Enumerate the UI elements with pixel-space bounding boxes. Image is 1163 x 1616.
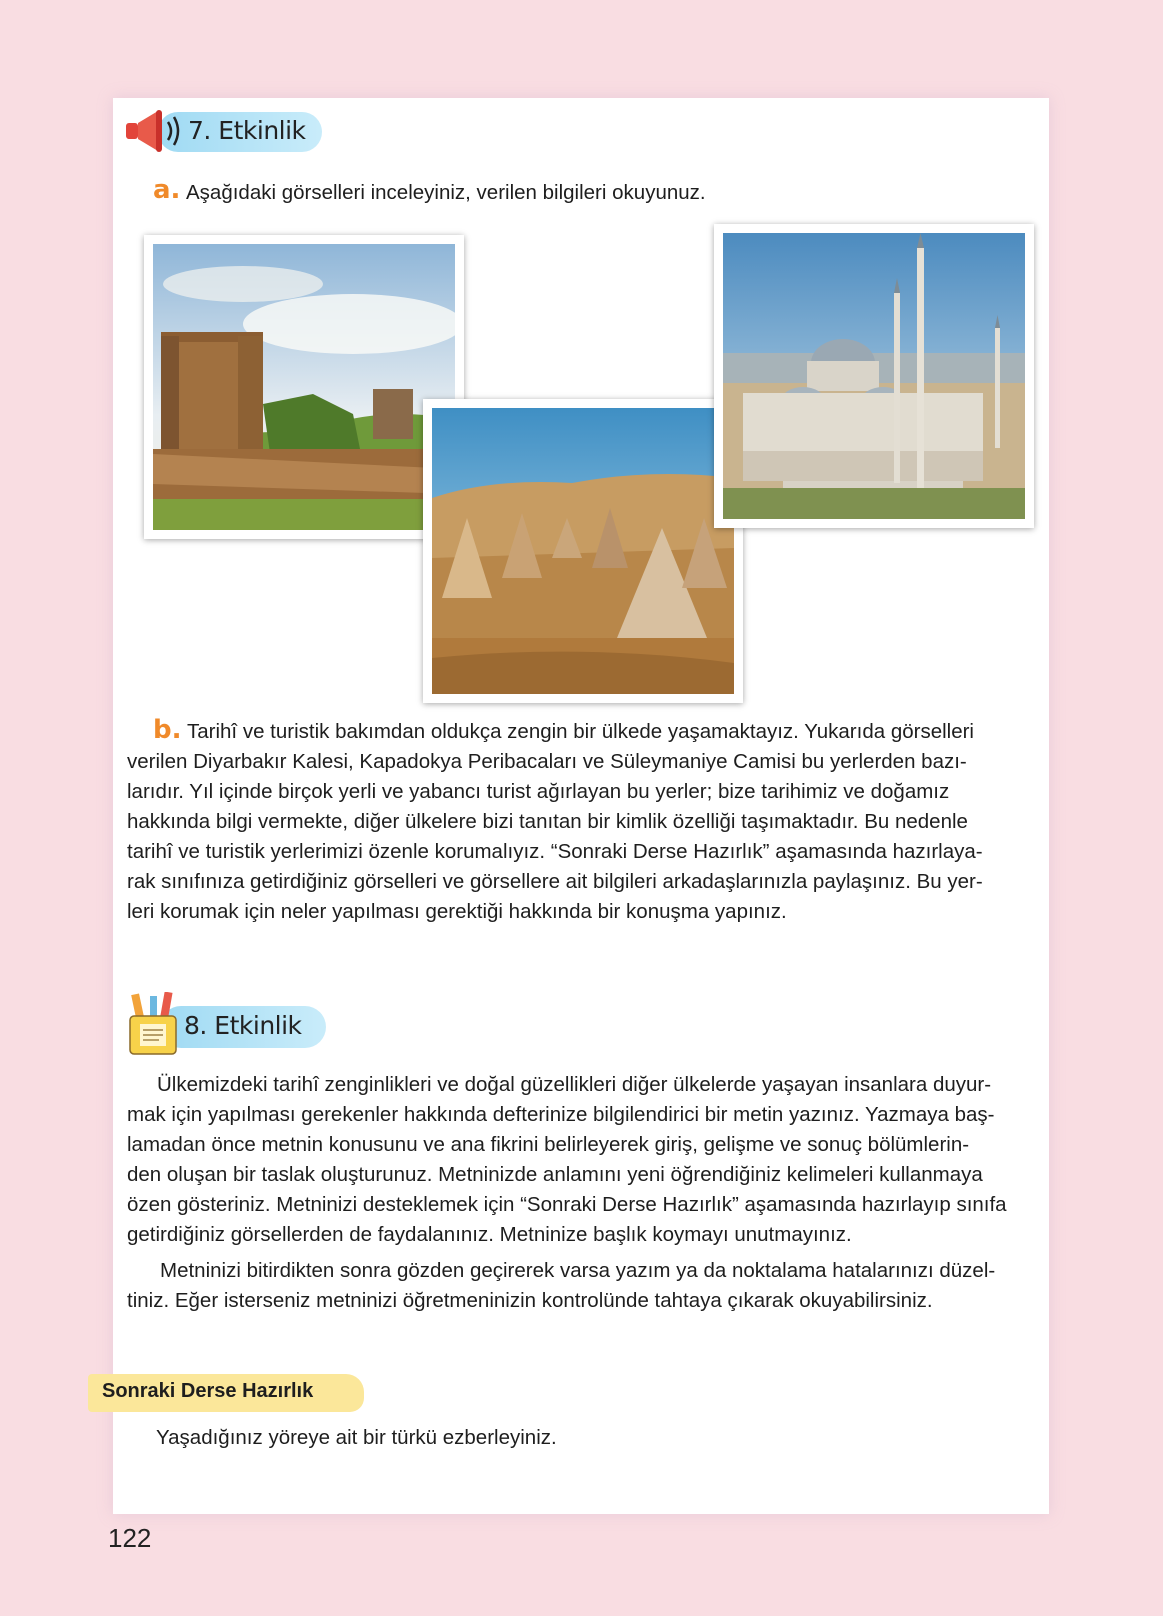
part-b-text — [127, 717, 1021, 927]
diyarbakir-fortress-photo — [144, 235, 464, 539]
text-line: verilen Diyarbakır Kalesi, Kapadokya Peribacaları ve Süleymaniye Camisi bu yerlerden bazı- — [127, 750, 967, 773]
text-line: lamadan önce metnin konusunu ve ana fikrini belirleyerek giriş, gelişme ve sonuç bölümlerin- — [127, 1133, 970, 1156]
text-line: getirdiğiniz görsellerden de faydalanınız. Metninize başlık koymayı unutmayınız. — [127, 1223, 852, 1246]
text-line: Ülkemizdeki tarihî zenginlikleri ve doğal güzellikleri diğer ülkelerde yaşayan insanlara duyur- — [157, 1073, 992, 1096]
activity-7-badge — [122, 106, 322, 162]
megaphone-icon — [122, 106, 184, 156]
activity-8-paragraph-1 — [127, 1070, 1021, 1250]
part-a-text: Aşağıdaki görselleri inceleyiniz, verilen bilgileri okuyunuz. — [186, 181, 706, 204]
text-line: hakkında bilgi vermekte, diğer ülkelere bizi tanıtan bir kimlik özelliği taşımaktadır. Bu nedenle — [127, 810, 968, 833]
next-lesson-text: Yaşadığınız yöreye ait bir türkü ezberleyiniz. — [156, 1426, 557, 1449]
text-line: tiniz. Eğer isterseniz metninizi öğretmeninizin kontrolünde tahtaya çıkarak okuyabilirsiniz. — [127, 1289, 933, 1312]
activity-8-paragraph-2 — [127, 1256, 1021, 1316]
activity-8-title: 8. Etkinlik — [184, 1011, 302, 1040]
pencil-cup-icon — [126, 992, 182, 1058]
text-line: leri korumak için neler yapılması gerektiği hakkında bir konuşma yapınız. — [127, 900, 787, 923]
page-number: 122 — [108, 1523, 152, 1553]
part-a-label: a. — [153, 175, 181, 205]
text-line: larıdır. Yıl içinde birçok yerli ve yabancı turist ağırlayan bu yerler; bize tarihimiz ve doğamız — [127, 780, 950, 803]
suleymaniye-mosque-photo — [714, 224, 1034, 528]
next-lesson-heading: Sonraki Derse Hazırlık — [102, 1380, 314, 1402]
text-line: den oluşan bir taslak oluşturunuz. Metninizde anlamını yeni öğrendiğiniz kelimeleri kullanmaya — [127, 1163, 983, 1186]
activity-7-title: 7. Etkinlik — [188, 116, 306, 145]
cappadocia-fairy-chimneys-photo — [423, 399, 743, 703]
activity-8-badge — [126, 992, 326, 1062]
text-line: özen gösteriniz. Metninizi desteklemek için “Sonraki Derse Hazırlık” aşamasında hazırlayıp sınıfa — [127, 1193, 1007, 1216]
text-line: rak sınıfınıza getirdiğiniz görselleri ve görsellere ait bilgileri arkadaşlarınızla paylaşınız. Bu yer- — [127, 870, 983, 893]
text-line: Tarihî ve turistik bakımdan oldukça zengin bir ülkede yaşamaktayız. Yukarıda görselleri — [187, 720, 974, 743]
text-line: Metninizi bitirdikten sonra gözden geçirerek varsa yazım ya da noktalama hatalarınızı düzel- — [160, 1259, 996, 1282]
part-b-label: b. — [153, 715, 182, 745]
text-line: mak için yapılması gerekenler hakkında defterinize bilgilendirici bir metin yazınız. Yazmaya baş- — [127, 1103, 995, 1126]
text-line: tarihî ve turistik yerlerimizi özenle korumalıyız. “Sonraki Derse Hazırlık” aşamasında hazırlaya- — [127, 840, 983, 863]
